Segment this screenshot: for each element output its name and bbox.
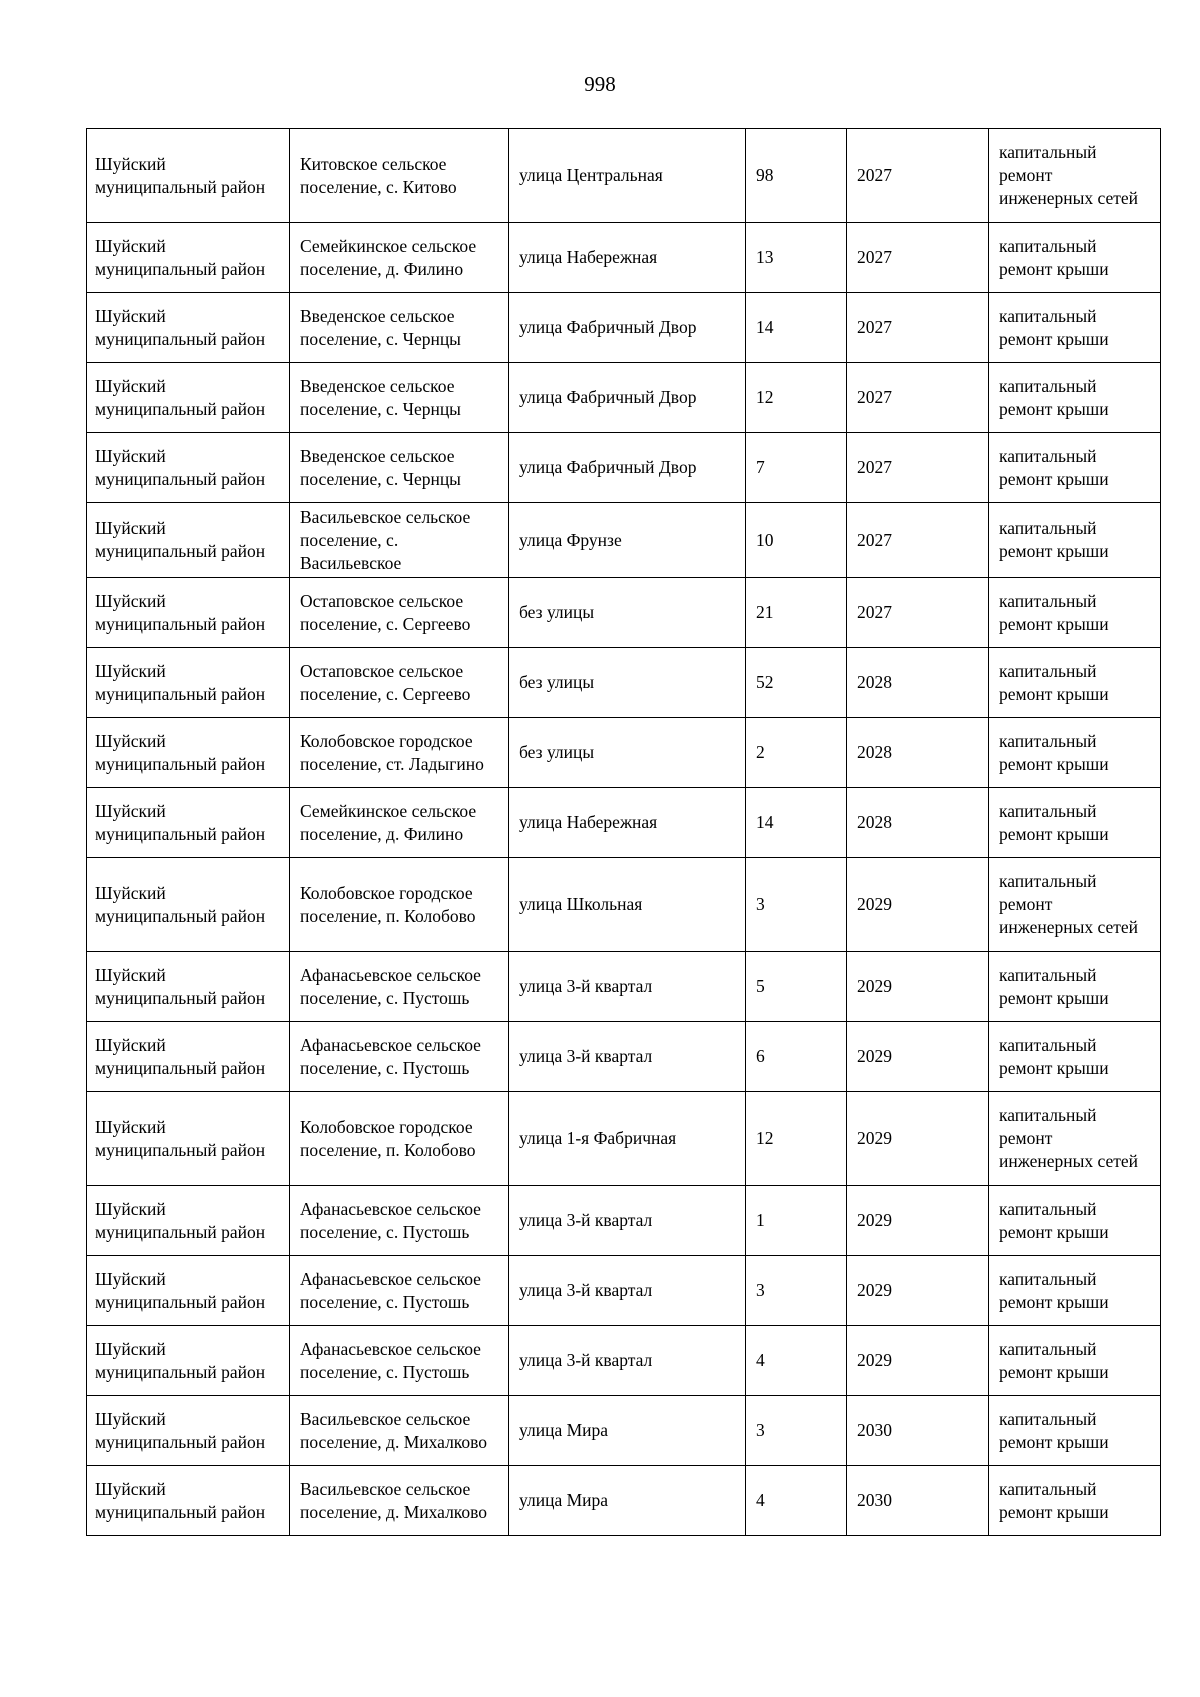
cell-work-type: капитальный ремонт крыши — [989, 1022, 1161, 1092]
table-row — [87, 952, 1161, 1022]
cell-year: 2030 — [847, 1466, 989, 1536]
cell-year: 2029 — [847, 1022, 989, 1092]
cell-work-type: капитальный ремонт крыши — [989, 1396, 1161, 1466]
cell-district: Шуйский муниципальный район — [87, 223, 290, 293]
cell-district: Шуйский муниципальный район — [87, 578, 290, 648]
cell-district: Шуйский муниципальный район — [87, 1256, 290, 1326]
cell-work-type: капитальный ремонт крыши — [989, 363, 1161, 433]
table-row — [87, 1186, 1161, 1256]
cell-work-type: капитальный ремонт крыши — [989, 1326, 1161, 1396]
table-row — [87, 1466, 1161, 1536]
cell-street: улица Мира — [509, 1396, 746, 1466]
cell-district: Шуйский муниципальный район — [87, 363, 290, 433]
cell-district: Шуйский муниципальный район — [87, 1326, 290, 1396]
cell-settlement: Остаповское сельское поселение, с. Сергеево — [290, 578, 509, 648]
table-row — [87, 433, 1161, 503]
cell-year: 2028 — [847, 788, 989, 858]
cell-street: улица Школьная — [509, 858, 746, 952]
table-body — [87, 129, 1161, 1536]
cell-settlement: Васильевское сельское поселение, д. Михалково — [290, 1396, 509, 1466]
table-row — [87, 858, 1161, 952]
cell-settlement: Введенское сельское поселение, с. Чернцы — [290, 363, 509, 433]
cell-street: без улицы — [509, 578, 746, 648]
cell-house-number: 1 — [746, 1186, 847, 1256]
cell-district: Шуйский муниципальный район — [87, 1466, 290, 1536]
cell-house-number: 7 — [746, 433, 847, 503]
cell-settlement: Введенское сельское поселение, с. Чернцы — [290, 433, 509, 503]
cell-work-type: капитальный ремонт крыши — [989, 293, 1161, 363]
cell-street: улица 1-я Фабричная — [509, 1092, 746, 1186]
cell-district: Шуйский муниципальный район — [87, 503, 290, 578]
cell-work-type: капитальный ремонт крыши — [989, 223, 1161, 293]
cell-work-type: капитальный ремонт инженерных сетей — [989, 129, 1161, 223]
cell-year: 2028 — [847, 648, 989, 718]
cell-settlement: Колобовское городское поселение, ст. Ладыгино — [290, 718, 509, 788]
cell-street: улица 3-й квартал — [509, 1256, 746, 1326]
cell-settlement: Введенское сельское поселение, с. Чернцы — [290, 293, 509, 363]
cell-house-number: 10 — [746, 503, 847, 578]
cell-year: 2029 — [847, 858, 989, 952]
cell-year: 2027 — [847, 578, 989, 648]
cell-street: улица Центральная — [509, 129, 746, 223]
table-row — [87, 1396, 1161, 1466]
cell-street: улица Фабричный Двор — [509, 293, 746, 363]
cell-house-number: 3 — [746, 1256, 847, 1326]
table-row — [87, 1092, 1161, 1186]
cell-year: 2030 — [847, 1396, 989, 1466]
table-row — [87, 293, 1161, 363]
cell-settlement: Семейкинское сельское поселение, д. Филино — [290, 788, 509, 858]
cell-year: 2029 — [847, 1186, 989, 1256]
table-row — [87, 1022, 1161, 1092]
cell-street: улица Фрунзе — [509, 503, 746, 578]
cell-house-number: 4 — [746, 1326, 847, 1396]
cell-house-number: 12 — [746, 363, 847, 433]
cell-year: 2027 — [847, 433, 989, 503]
cell-work-type: капитальный ремонт крыши — [989, 578, 1161, 648]
cell-year: 2029 — [847, 1092, 989, 1186]
cell-district: Шуйский муниципальный район — [87, 1092, 290, 1186]
cell-work-type: капитальный ремонт инженерных сетей — [989, 858, 1161, 952]
cell-house-number: 5 — [746, 952, 847, 1022]
cell-house-number: 52 — [746, 648, 847, 718]
cell-settlement: Колобовское городское поселение, п. Колобово — [290, 858, 509, 952]
cell-settlement: Васильевское сельское поселение, с. Васильевское — [290, 503, 509, 578]
table-row — [87, 648, 1161, 718]
cell-street: без улицы — [509, 718, 746, 788]
cell-district: Шуйский муниципальный район — [87, 1396, 290, 1466]
cell-district: Шуйский муниципальный район — [87, 433, 290, 503]
cell-district: Шуйский муниципальный район — [87, 1022, 290, 1092]
cell-year: 2029 — [847, 1256, 989, 1326]
cell-work-type: капитальный ремонт инженерных сетей — [989, 1092, 1161, 1186]
table-row — [87, 223, 1161, 293]
cell-house-number: 12 — [746, 1092, 847, 1186]
cell-house-number: 4 — [746, 1466, 847, 1536]
cell-work-type: капитальный ремонт крыши — [989, 1256, 1161, 1326]
cell-year: 2027 — [847, 129, 989, 223]
cell-house-number: 13 — [746, 223, 847, 293]
cell-work-type: капитальный ремонт крыши — [989, 433, 1161, 503]
cell-district: Шуйский муниципальный район — [87, 129, 290, 223]
cell-settlement: Колобовское городское поселение, п. Колобово — [290, 1092, 509, 1186]
table-row — [87, 718, 1161, 788]
cell-street: улица Фабричный Двор — [509, 433, 746, 503]
cell-work-type: капитальный ремонт крыши — [989, 1186, 1161, 1256]
cell-work-type: капитальный ремонт крыши — [989, 648, 1161, 718]
cell-house-number: 98 — [746, 129, 847, 223]
table-row — [87, 1326, 1161, 1396]
cell-district: Шуйский муниципальный район — [87, 952, 290, 1022]
cell-street: улица 3-й квартал — [509, 1326, 746, 1396]
cell-house-number: 14 — [746, 293, 847, 363]
cell-district: Шуйский муниципальный район — [87, 788, 290, 858]
cell-street: улица 3-й квартал — [509, 952, 746, 1022]
cell-house-number: 14 — [746, 788, 847, 858]
cell-district: Шуйский муниципальный район — [87, 718, 290, 788]
table-row — [87, 1256, 1161, 1326]
cell-settlement: Остаповское сельское поселение, с. Сергеево — [290, 648, 509, 718]
cell-district: Шуйский муниципальный район — [87, 293, 290, 363]
cell-settlement: Китовское сельское поселение, с. Китово — [290, 129, 509, 223]
cell-year: 2027 — [847, 223, 989, 293]
page-number: 998 — [584, 72, 616, 96]
cell-settlement: Васильевское сельское поселение, д. Михалково — [290, 1466, 509, 1536]
table-row — [87, 129, 1161, 223]
cell-street: улица Набережная — [509, 223, 746, 293]
cell-work-type: капитальный ремонт крыши — [989, 788, 1161, 858]
cell-year: 2027 — [847, 363, 989, 433]
cell-year: 2029 — [847, 952, 989, 1022]
cell-settlement: Афанасьевское сельское поселение, с. Пустошь — [290, 1186, 509, 1256]
cell-street: улица 3-й квартал — [509, 1022, 746, 1092]
cell-work-type: капитальный ремонт крыши — [989, 503, 1161, 578]
cell-street: улица Мира — [509, 1466, 746, 1536]
cell-street: без улицы — [509, 648, 746, 718]
housing-repair-table — [86, 128, 1161, 1536]
table-row — [87, 503, 1161, 578]
cell-work-type: капитальный ремонт крыши — [989, 718, 1161, 788]
cell-district: Шуйский муниципальный район — [87, 1186, 290, 1256]
table-row — [87, 578, 1161, 648]
cell-work-type: капитальный ремонт крыши — [989, 1466, 1161, 1536]
cell-district: Шуйский муниципальный район — [87, 648, 290, 718]
cell-house-number: 6 — [746, 1022, 847, 1092]
cell-house-number: 3 — [746, 858, 847, 952]
cell-settlement: Афанасьевское сельское поселение, с. Пустошь — [290, 1326, 509, 1396]
cell-house-number: 2 — [746, 718, 847, 788]
cell-house-number: 21 — [746, 578, 847, 648]
table-row — [87, 363, 1161, 433]
cell-street: улица Фабричный Двор — [509, 363, 746, 433]
cell-settlement: Семейкинское сельское поселение, д. Филино — [290, 223, 509, 293]
table-row — [87, 788, 1161, 858]
cell-year: 2027 — [847, 503, 989, 578]
cell-year: 2027 — [847, 293, 989, 363]
cell-street: улица Набережная — [509, 788, 746, 858]
cell-settlement: Афанасьевское сельское поселение, с. Пустошь — [290, 1256, 509, 1326]
cell-settlement: Афанасьевское сельское поселение, с. Пустошь — [290, 952, 509, 1022]
cell-house-number: 3 — [746, 1396, 847, 1466]
cell-year: 2029 — [847, 1326, 989, 1396]
cell-street: улица 3-й квартал — [509, 1186, 746, 1256]
cell-district: Шуйский муниципальный район — [87, 858, 290, 952]
cell-work-type: капитальный ремонт крыши — [989, 952, 1161, 1022]
cell-settlement: Афанасьевское сельское поселение, с. Пустошь — [290, 1022, 509, 1092]
cell-year: 2028 — [847, 718, 989, 788]
